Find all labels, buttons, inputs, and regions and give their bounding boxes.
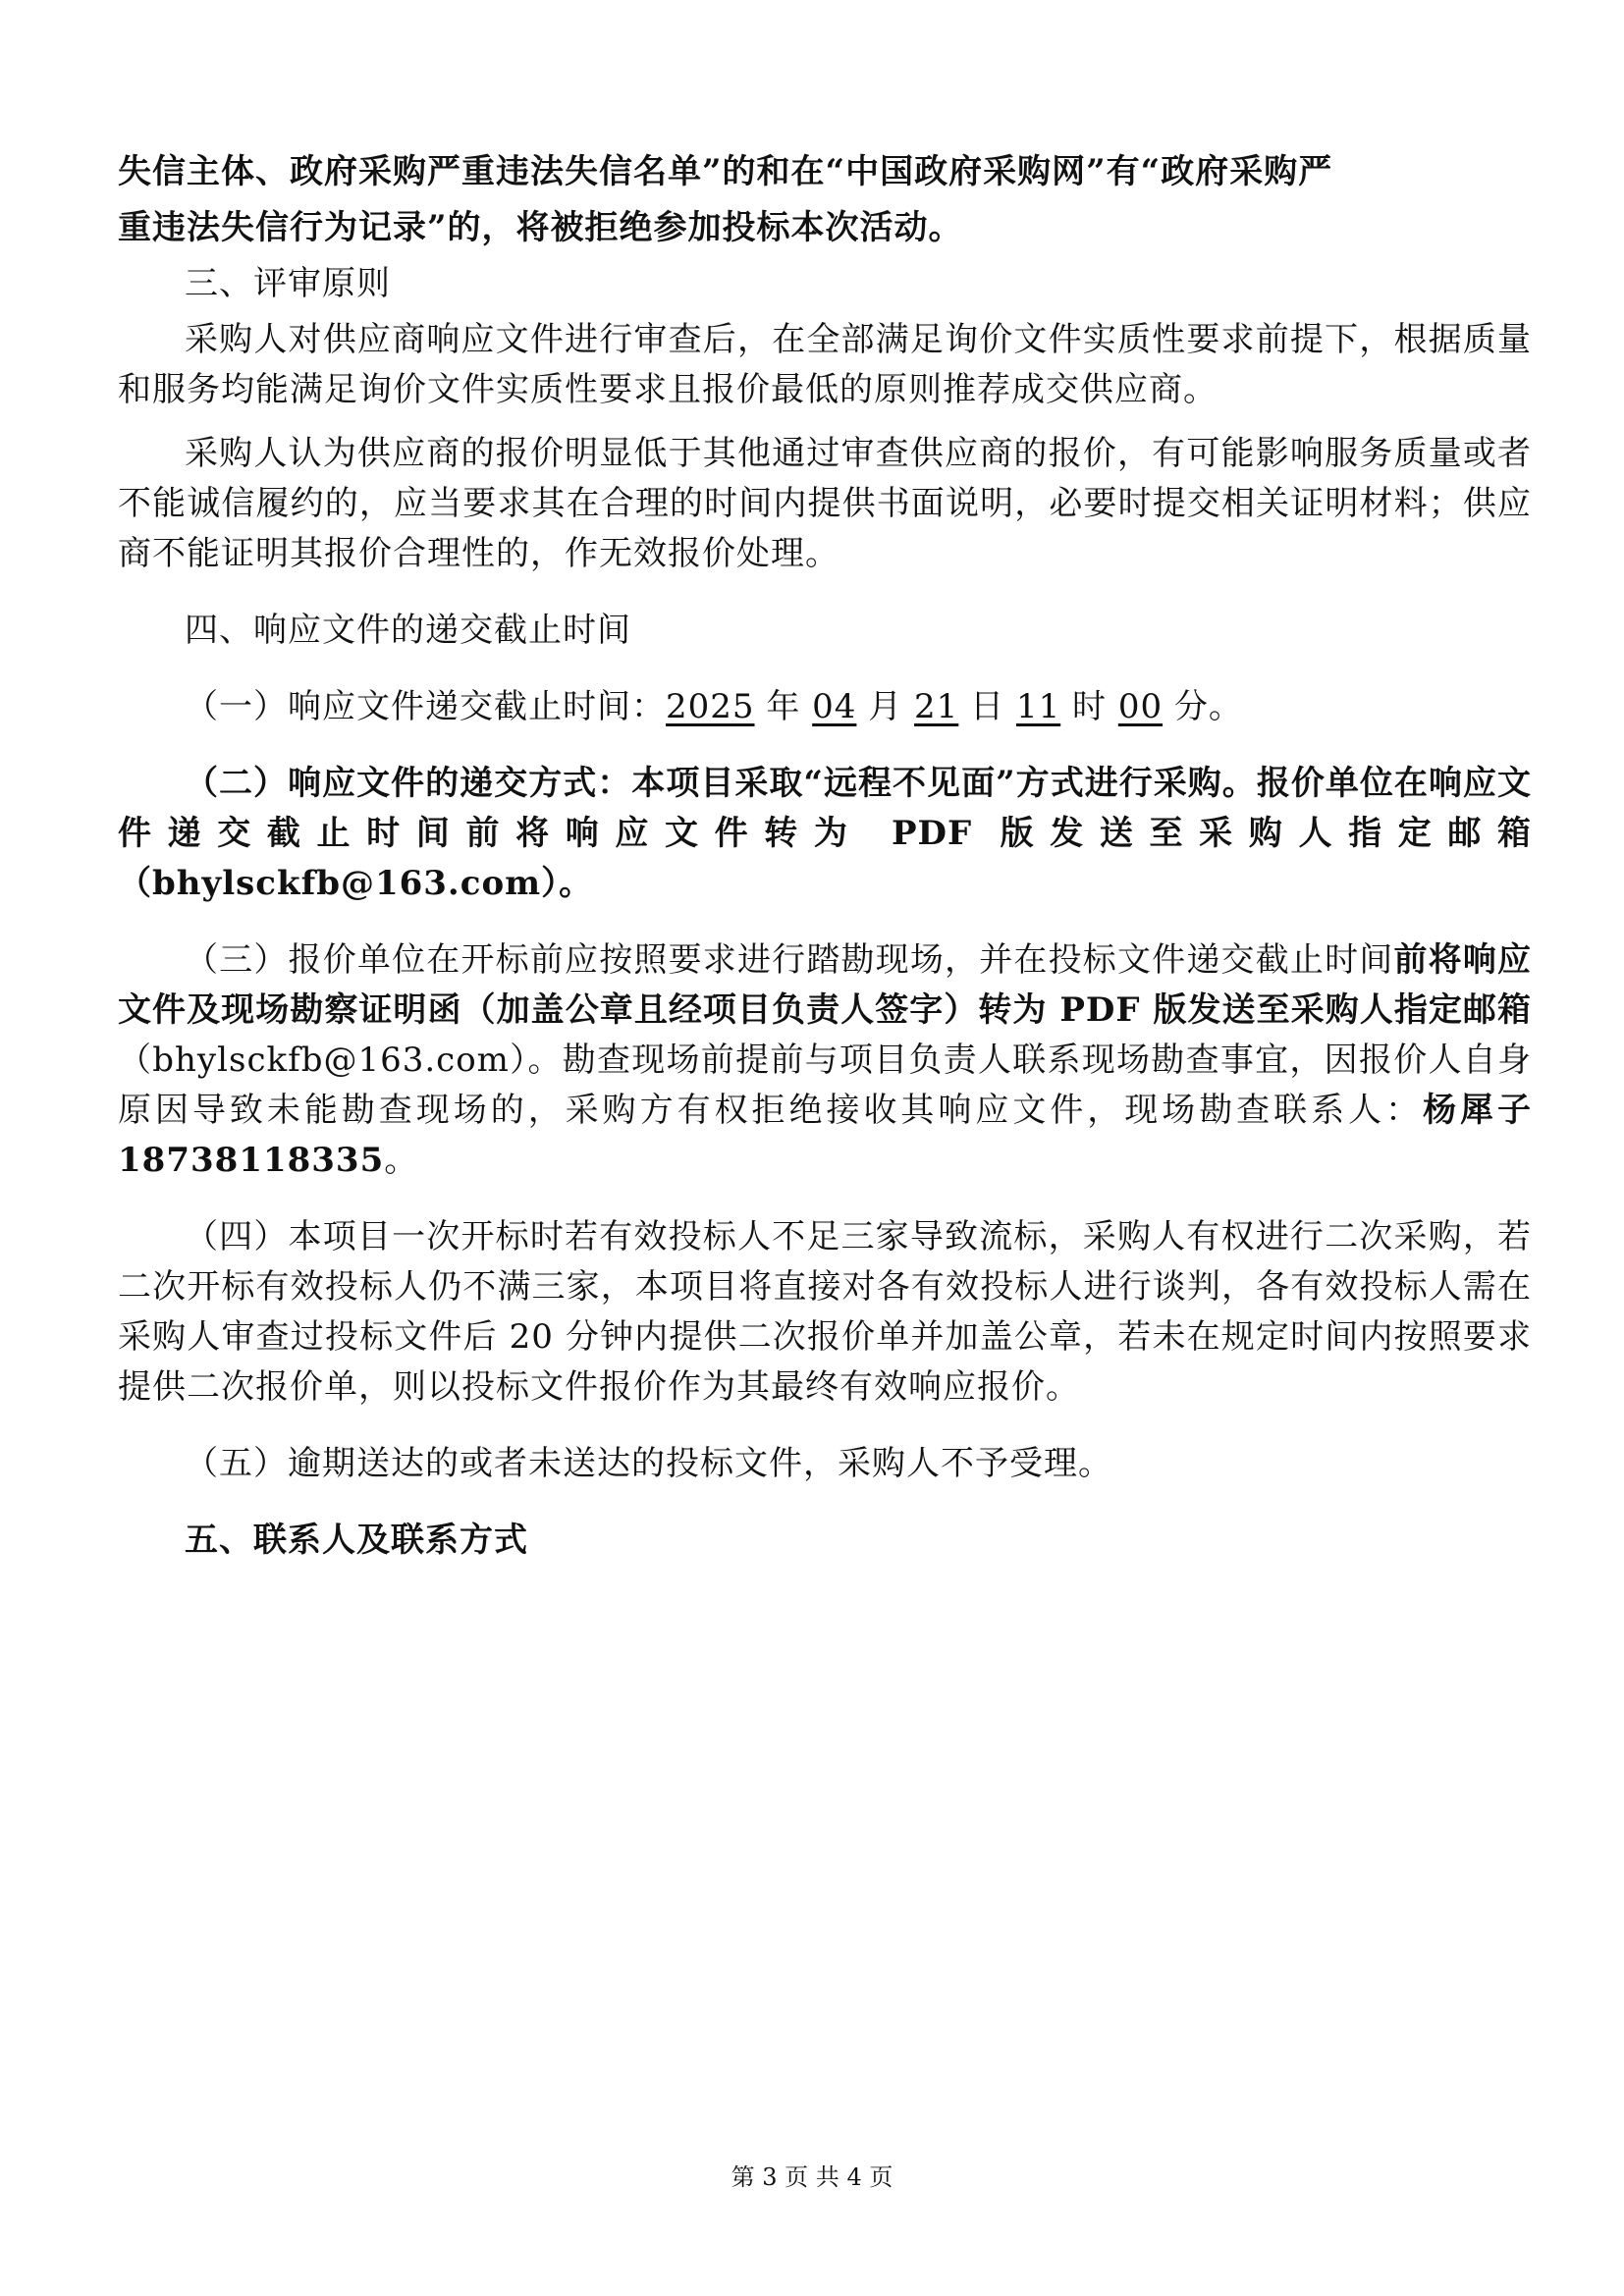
site-visit-contact: 杨犀子 18738118335 [118, 1091, 1533, 1180]
deadline-hour: 11 [1015, 687, 1061, 726]
submit-method-paragraph: （二）响应文件的递交方式：本项目采取“远程不见面”方式进行采购。报价单位在响应文件递交截止时间前将响应文件转为 PDF 版发送至采购人指定邮箱（bhylsckfb@163.com）。 [118, 764, 1532, 903]
item-5-paragraph: （五）逾期送达的或者未送达的投标文件，采购人不予受理。 [185, 1444, 1112, 1483]
item-4-paragraph: （四）本项目一次开标时若有效投标人不足三家导致流标，采购人有权进行二次采购，若二次开标有效投标人仍不满三家，本项目将直接对各有效投标人进行谈判，各有效投标人需在采购人审查过投标文件后 20 分钟内提供二次报价单并加盖公章，若未在规定时间内按照要求提供二次报价单，则以投标文件报价作为其最终有效响应报价。 [118, 1217, 1532, 1407]
deadline-minute-unit: 分。 [1163, 687, 1243, 726]
page-footer: 第 3 页 共 4 页 [731, 2163, 893, 2191]
section-5-heading: 五、联系人及联系方式 [185, 1521, 528, 1560]
intro-line-2: 重违法失信行为记录”的，将被拒绝参加投标本次活动。 [118, 208, 963, 247]
site-visit-part-1: （三）报价单位在开标前应按照要求进行踏勘现场，并在投标文件递交截止时间 [185, 940, 1394, 980]
site-visit-part-3: （bhylsckfb@163.com）。勘查现场前提前与项目负责人联系现场勘查事宜，因报价人自身原因导致未能勘查现场的，采购方有权拒绝接收其响应文件，现场勘查联系人： [118, 1041, 1532, 1130]
deadline-day-unit: 日 [958, 687, 1016, 726]
deadline-year: 2025 [666, 687, 755, 726]
review-paragraph-2: 采购人认为供应商的报价明显低于其他通过审查供应商的报价，有可能影响服务质量或者不能诚信履约的，应当要求其在合理的时间内提供书面说明，必要时提交相关证明材料；供应商不能证明其报价合理性的，作无效报价处理。 [118, 434, 1532, 573]
section-4-heading: 四、响应文件的递交截止时间 [185, 611, 631, 650]
deadline-month-unit: 月 [856, 687, 915, 726]
document-body [118, 147, 1532, 1566]
site-visit-part-2: 前将响应文件及现场勘察证明函（加盖公章且经项目负责人签字）转为 PDF 版发送至采购人指定邮箱 [118, 940, 1533, 1030]
site-visit-paragraph [118, 935, 1532, 1186]
deadline-month: 04 [812, 687, 857, 726]
deadline-day: 21 [914, 687, 959, 726]
deadline-prefix: （一）响应文件递交截止时间： [185, 687, 666, 726]
deadline-hour-unit: 时 [1060, 687, 1118, 726]
site-visit-end: 。 [384, 1141, 419, 1180]
review-paragraph-1: 采购人对供应商响应文件进行审查后，在全部满足询价文件实质性要求前提下，根据质量和服务均能满足询价文件实质性要求且报价最低的原则推荐成交供应商。 [118, 320, 1532, 409]
deadline-year-unit: 年 [754, 687, 813, 726]
intro-line-1: 失信主体、政府采购严重违法失信名单”的和在“中国政府采购网”有“政府采购严 [118, 152, 1333, 191]
deadline-minute: 00 [1117, 687, 1164, 726]
section-3-heading: 三、评审原则 [185, 264, 391, 303]
deadline-paragraph [118, 682, 1532, 732]
